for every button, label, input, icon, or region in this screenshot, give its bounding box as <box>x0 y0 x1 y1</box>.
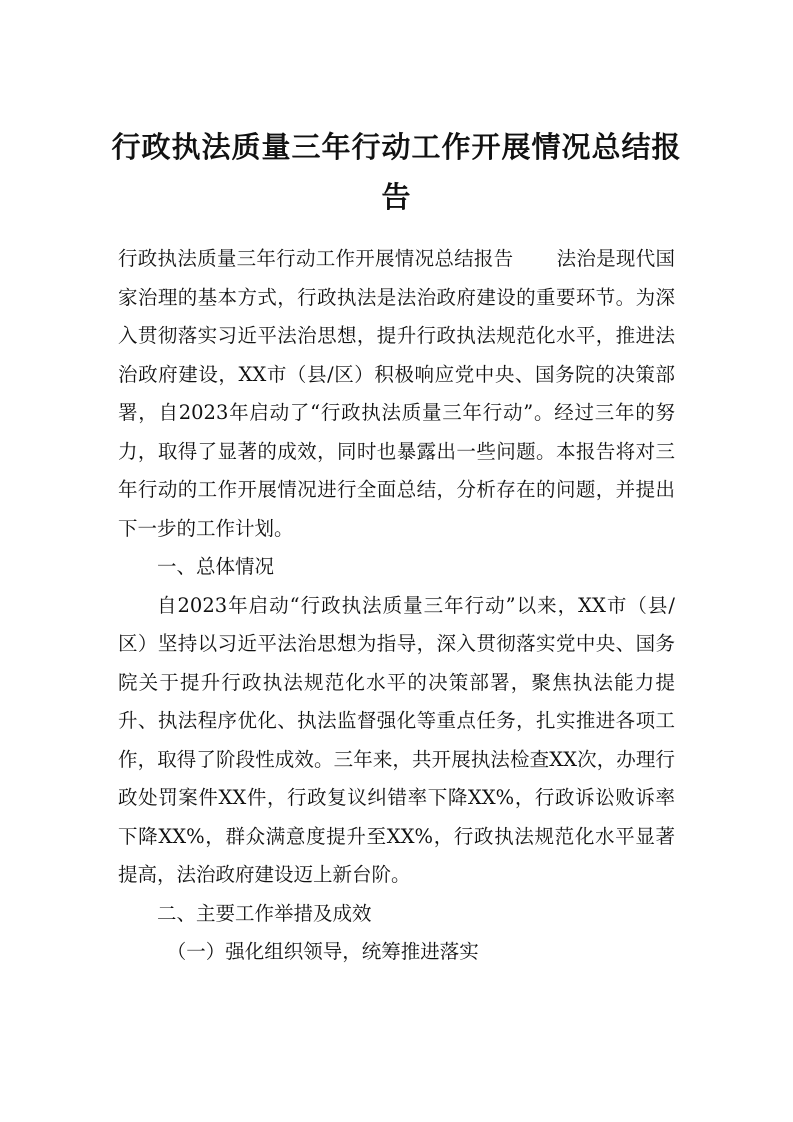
intro-body-text: 法治是现代国家治理的基本方式，行政执法是法治政府建设的重要环节。为深入贯彻落实习近平法治思想，提升行政执法规范化水平，推进法治政府建设，XX市（县/区）积极响应党中央、国务院的决策部署，自2023年启动了“行政执法质量三年行动”。经过三年的努力，取得了显著的成效，同时也暴露出一些问题。本报告将对三年行动的工作开展情况进行全面总结，分析存在的问题，并提出下一步的工作计划。 <box>118 247 675 540</box>
subsection-heading-leadership: （一）强化组织领导，统筹推进落实 <box>166 940 479 963</box>
document-body <box>118 240 675 972</box>
section-heading-overview: 一、总体情况 <box>157 555 275 578</box>
document-title: 行政执法质量三年行动工作开展情况总结报告 <box>111 130 682 214</box>
section-heading-measures: 二、主要工作举措及成效 <box>157 901 372 925</box>
intro-paragraph <box>118 240 675 548</box>
overview-paragraph: 自2023年启动“行政执法质量三年行动”以来，XX市（县/区）坚持以习近平法治思想为指导，深入贯彻落实党中央、国务院关于提升行政执法规范化水平的决策部署，聚焦执法能力提升、执法程序优化、执法监督强化等重点任务，扎实推进各项工作，取得了阶段性成效。三年来，共开展执法检查XX次，办理行政处罚案件XX件，行政复议纠错率下降XX%，行政诉讼败诉率下降XX%，群众满意度提升至XX%，行政执法规范化水平显著提高，法治政府建设迈上新台阶。 <box>118 593 675 886</box>
intro-lead-text: 行政执法质量三年行动工作开展情况总结报告 <box>118 247 514 270</box>
